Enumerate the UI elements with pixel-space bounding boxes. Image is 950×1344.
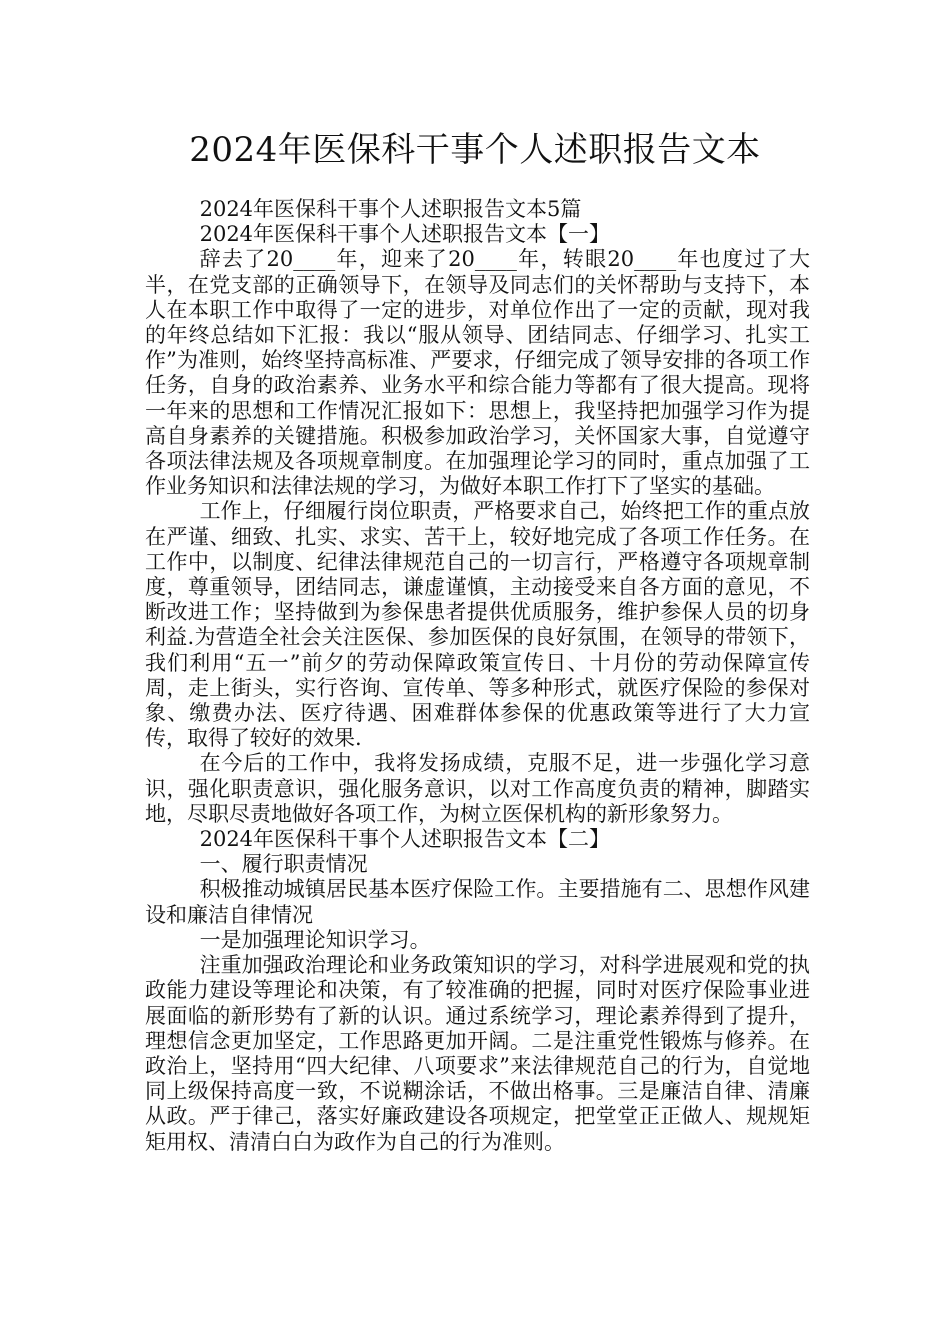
document-body: [145, 197, 810, 1155]
body-paragraph: 辞去了20____年，迎来了20____年，转眼20____年也度过了大半，在党支部的正确领导下，在领导及同志们的关怀帮助与支持下，本人在本职工作中取得了一定的进步，对单位作出了一定的贡献，现对我的年终总结如下汇报：我以“服从领导、团结同志、仔细学习、扎实工作”为准则，始终坚持高标准、严要求，仔细完成了领导安排的各项工作任务，自身的政治素养、业务水平和综合能力等都有了很大提高。现将一年来的思想和工作情况汇报如下：思想上，我坚持把加强学习作为提高自身素养的关键措施。积极参加政治学习，关怀国家大事，自觉遵守各项法律法规及各项规章制度。在加强理论学习的同时，重点加强了工作业务知识和法律法规的学习，为做好本职工作打下了坚实的基础。: [145, 247, 810, 499]
section-heading-1: 2024年医保科干事个人述职报告文本【一】: [199, 222, 611, 247]
body-paragraph: 一是加强理论知识学习。: [199, 927, 431, 952]
body-paragraph: 在今后的工作中，我将发扬成绩，克服不足，进一步强化学习意识，强化职责意识，强化服务意识，以对工作高度负责的精神，脚踏实地，尽职尽责地做好各项工作，为树立医保机构的新形象努力。: [145, 751, 810, 826]
body-paragraph: 工作上，仔细履行岗位职责，严格要求自己，始终把工作的重点放在严谨、细致、扎实、求实、苦干上，较好地完成了各项工作任务。在工作中，以制度、纪律法律规范自己的一切言行，严格遵守各项规章制度，尊重领导，团结同志，谦虚谨慎，主动接受来自各方面的意见，不断改进工作；坚持做到为参保患者提供优质服务，维护参保人员的切身利益.为营造全社会关注医保、参加医保的良好氛围，在领导的带领下，我们利用“五一”前夕的劳动保障政策宣传日、十月份的劳动保障宣传周，走上街头，实行咨询、宣传单、等多种形式，就医疗保险的参保对象、缴费办法、医疗待遇、困难群体参保的优惠政策等进行了大力宣传，取得了较好的效果.: [145, 499, 810, 751]
document-title: 2024年医保科干事个人述职报告文本: [189, 130, 761, 170]
body-paragraph: 注重加强政治理论和业务政策知识的学习，对科学进展观和党的执政能力建设等理论和决策，有了较准确的把握，同时对医疗保险事业进展面临的新形势有了新的认识。通过系统学习，理论素养得到了提升，理想信念更加坚定，工作思路更加开阔。二是注重党性锻炼与修养。在政治上，坚持用“四大纪律、八项要求”来法律规范自己的行为，自觉地同上级保持高度一致，不说糊涂话，不做出格事。三是廉洁自律、清廉从政。严于律己，落实好廉政建设各项规定，把堂堂正正做人、规规矩矩用权、清清白白为政作为自己的行为准则。: [145, 953, 810, 1154]
subheading: 一、履行职责情况: [199, 852, 368, 877]
section-heading-2: 2024年医保科干事个人述职报告文本【二】: [199, 827, 611, 852]
subtitle-paragraph: 2024年医保科干事个人述职报告文本5篇: [199, 197, 582, 221]
body-paragraph: 积极推动城镇居民基本医疗保险工作。主要措施有二、思想作风建设和廉洁自律情况: [145, 877, 810, 927]
